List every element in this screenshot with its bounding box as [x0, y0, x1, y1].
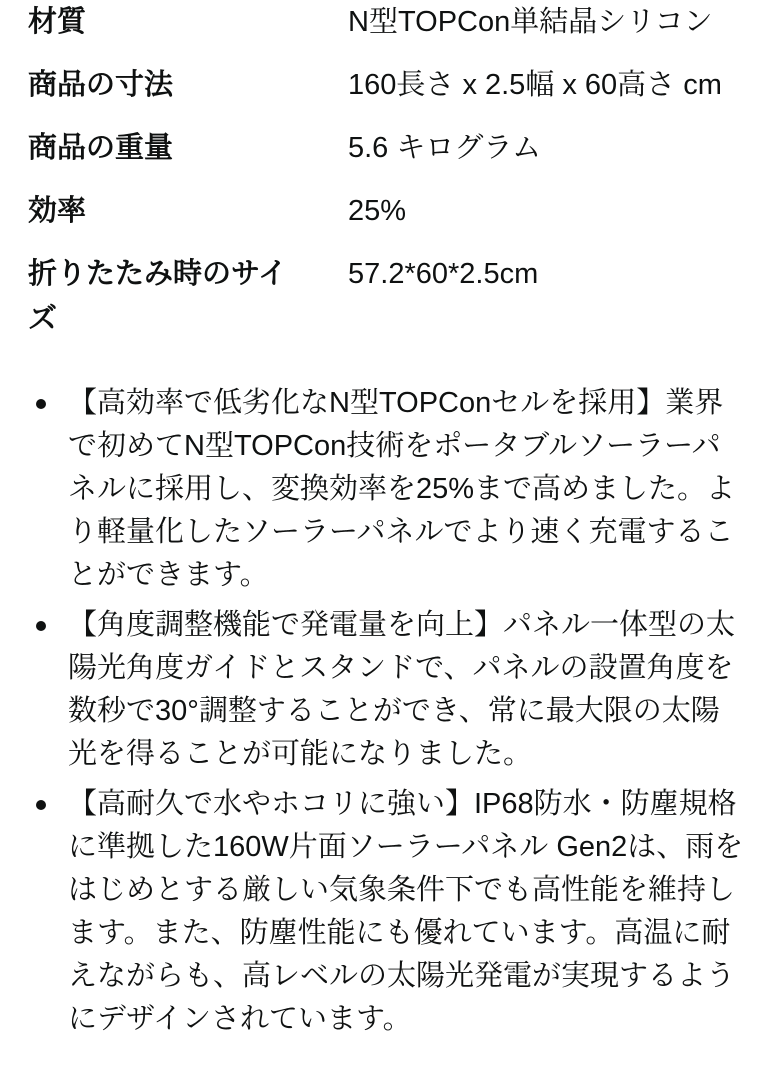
spec-row-efficiency — [28, 189, 728, 252]
spec-label-efficiency: 効率 — [28, 195, 87, 227]
spec-row-folded-size — [28, 252, 728, 360]
feature-bullet-item — [0, 604, 744, 776]
spec-row-weight — [28, 126, 728, 189]
feature-bullet-item — [0, 382, 744, 597]
spec-value-folded-size: 57.2*60*2.5cm — [348, 258, 539, 290]
bullet-dot-icon — [36, 621, 46, 631]
spec-row-dimensions — [28, 63, 728, 126]
bullet-dot-icon — [36, 399, 46, 409]
feature-bullets-list — [0, 382, 784, 1041]
bullet-dot-icon — [36, 800, 46, 810]
spec-label-dimensions: 商品の寸法 — [28, 69, 174, 101]
spec-row-material — [28, 0, 728, 63]
spec-value-material: N型TOPCon単結晶シリコン — [348, 6, 713, 38]
spec-label-material: 材質 — [28, 6, 87, 38]
spec-label-weight: 商品の重量 — [28, 132, 174, 164]
spec-value-efficiency: 25% — [348, 195, 407, 227]
feature-bullet-item — [0, 783, 744, 1041]
feature-bullet-text: 【高効率で低劣化なN型TOPConセルを採用】業界で初めてN型TOPCon技術をポータブルソーラーパネルに採用し、変換効率を25%まで高めました。より軽量化したソーラーパネルでより速く充電することができます。 — [68, 387, 736, 591]
spec-value-weight: 5.6 キログラム — [348, 132, 542, 164]
feature-bullet-text: 【角度調整機能で発電量を向上】パネル一体型の太陽光角度ガイドとスタンドで、パネルの設置角度を数秒で30°調整することができ、常に最大限の太陽光を得ることが可能になりました。 — [68, 609, 736, 770]
product-spec-table — [0, 0, 784, 360]
spec-value-dimensions: 160長さ x 2.5幅 x 60高さ cm — [348, 69, 722, 101]
spec-label-folded-size: 折りたたみ時のサイズ — [28, 258, 287, 335]
feature-bullet-text: 【高耐久で水やホコリに強い】IP68防水・防塵規格に準拠した160W片面ソーラーパネル Gen2は、雨をはじめとする厳しい気象条件下でも高性能を維持します。また、防塵性能にも優れています。高温に耐えながらも、高レベルの太陽光発電が実現するようにデザインされています。 — [68, 788, 744, 1035]
